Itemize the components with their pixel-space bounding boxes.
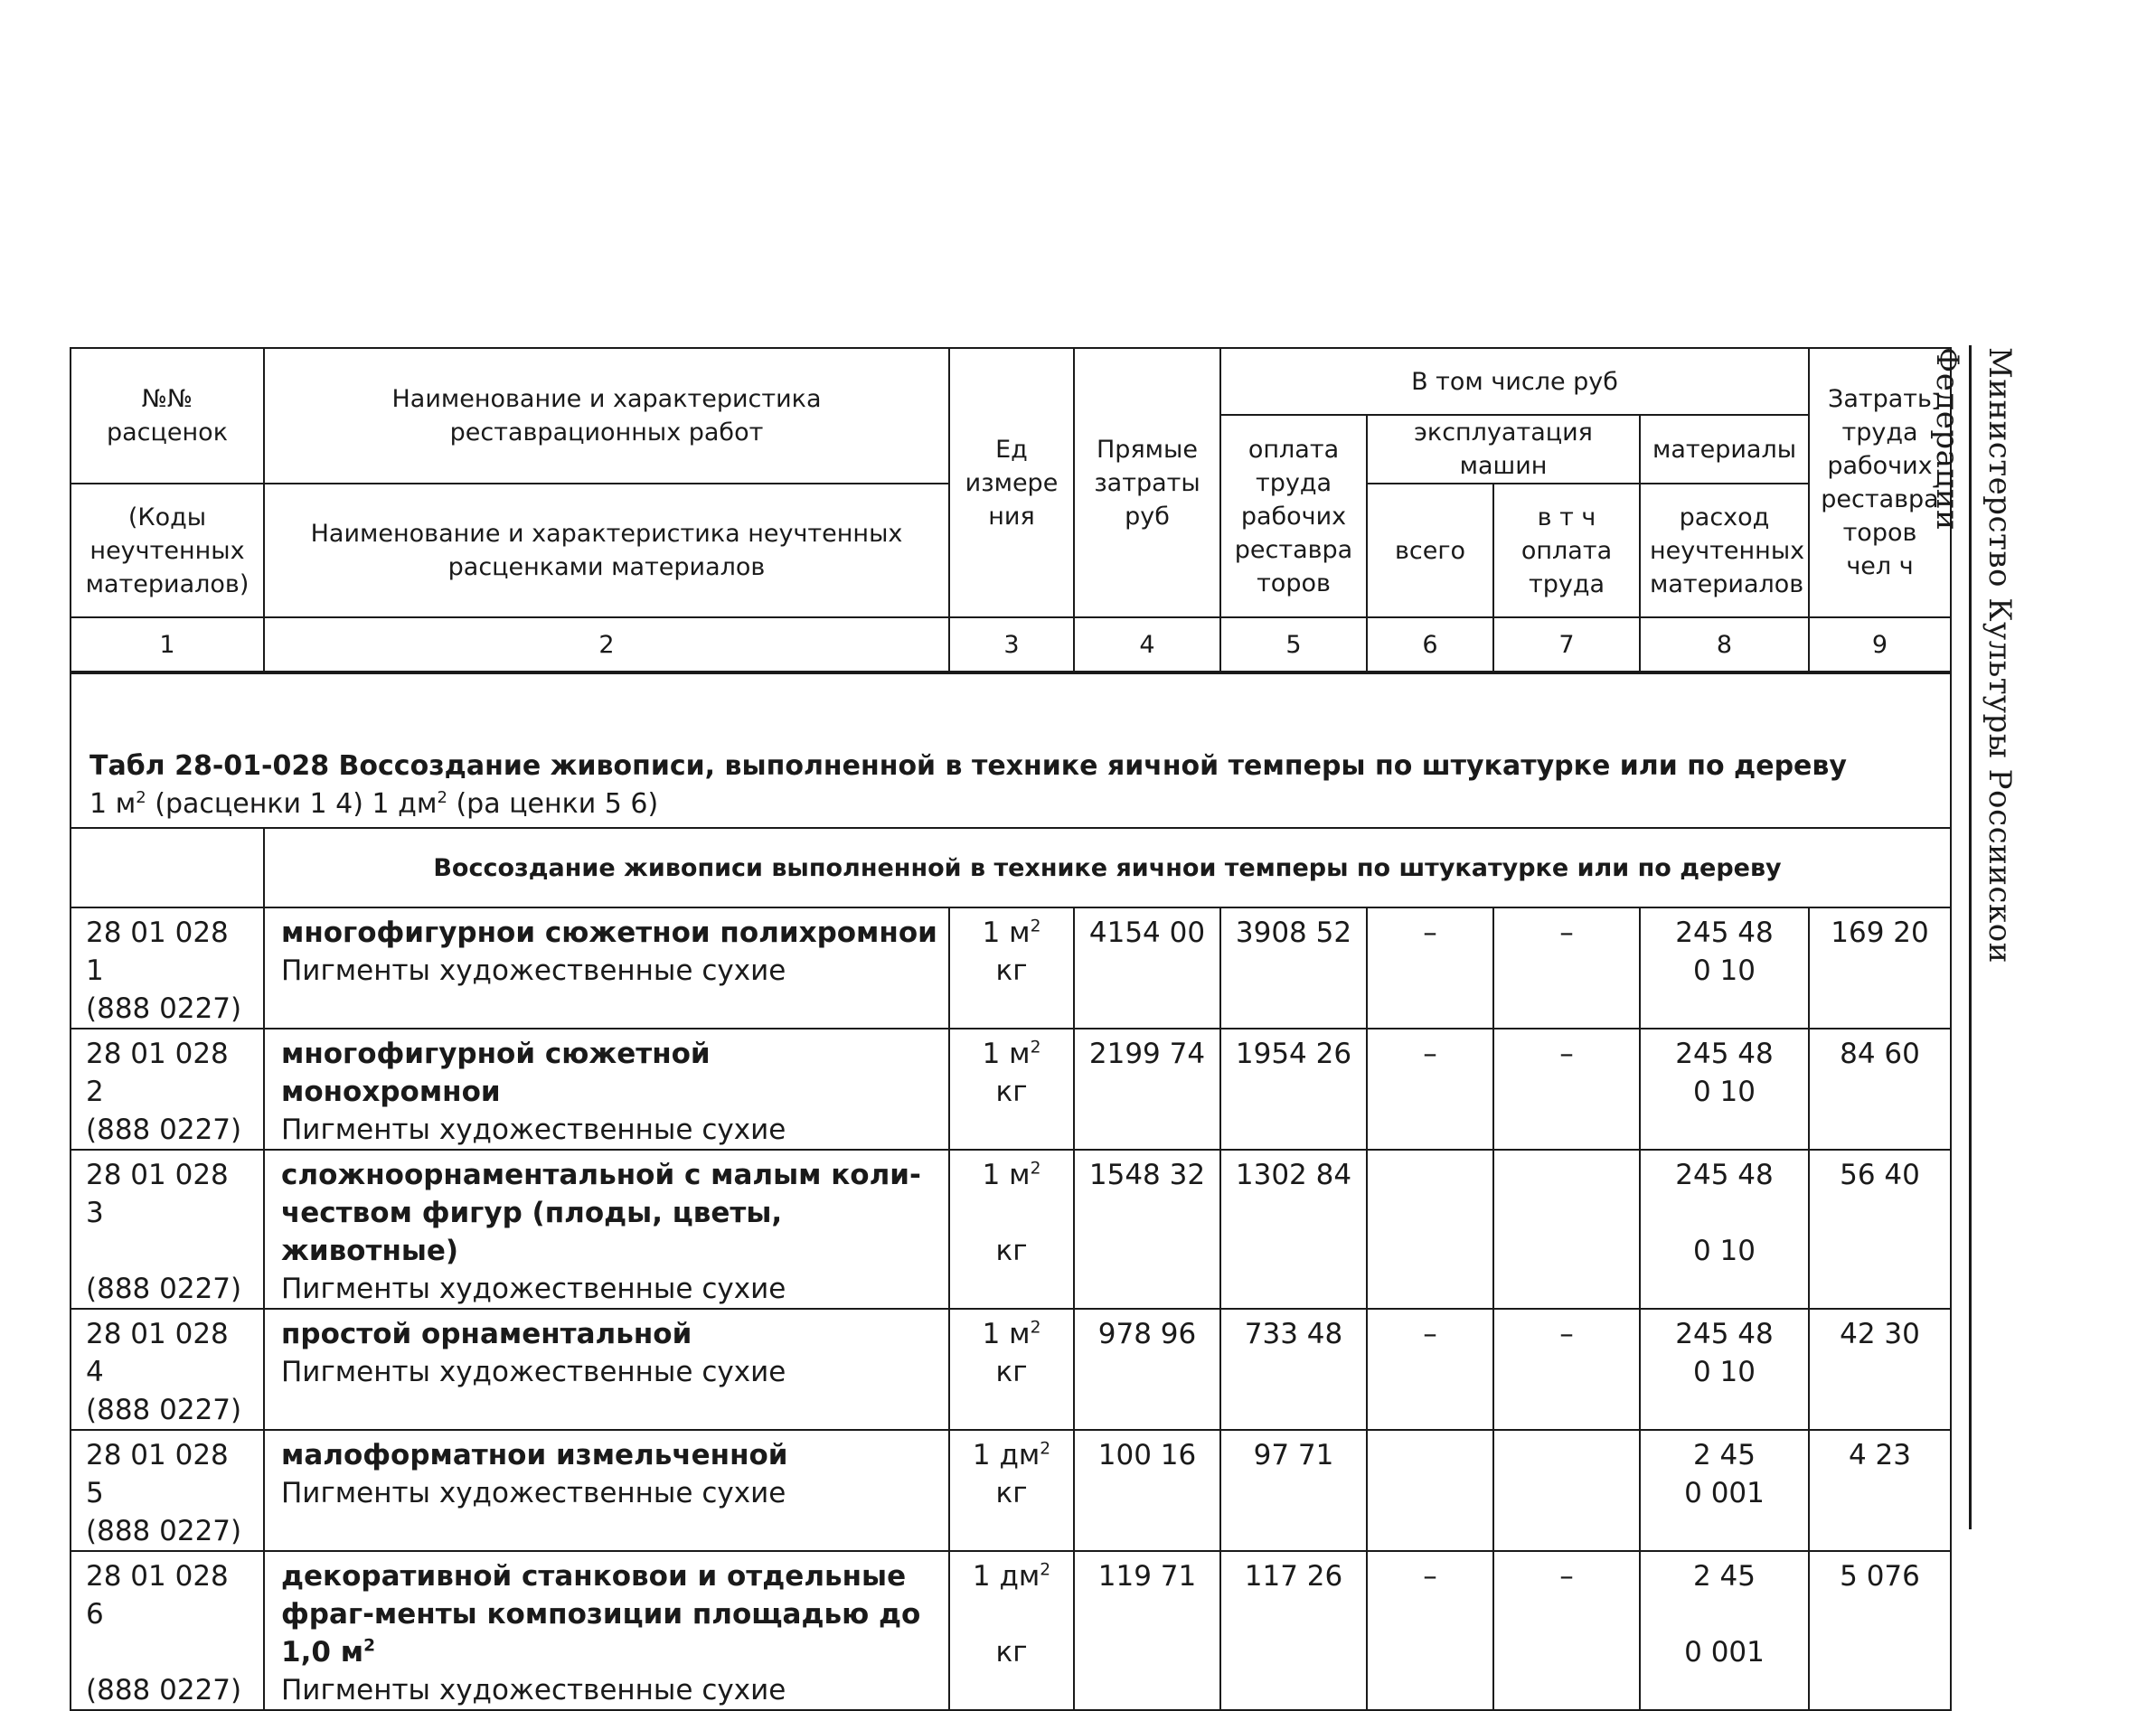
machines-total-cell [1367, 1029, 1493, 1150]
col-number: 3 [949, 617, 1074, 672]
header-including: В том числе руб [1220, 348, 1809, 415]
unit: 1 м [982, 1159, 1031, 1191]
unit: 1 м [982, 1318, 1031, 1350]
unit: 1 дм [972, 1439, 1040, 1471]
header-machines: эксплуатация машин [1367, 415, 1640, 484]
labor-hours-cell [1809, 1551, 1951, 1710]
machines-labor: – [1559, 1560, 1574, 1593]
material-name: Пигменты художественные сухие [281, 1356, 786, 1388]
col-number: 8 [1640, 617, 1809, 672]
rate-code: 28 01 028 5 [86, 1439, 229, 1509]
header-unit: Ед измере ния [949, 348, 1074, 617]
direct-cost-cell [1074, 1551, 1220, 1710]
materials-cell [1640, 1150, 1809, 1309]
col-number: 4 [1074, 617, 1220, 672]
work-name: малоформатнои измельченной [281, 1439, 788, 1471]
labor-pay-cell [1220, 1029, 1367, 1150]
labor-pay-cell [1220, 1309, 1367, 1430]
materials-cost: 2 45 [1692, 1439, 1756, 1471]
direct-cost: 978 96 [1097, 1318, 1197, 1350]
material-code: (888 0227) [86, 1394, 242, 1426]
labor-hours-cell [1809, 907, 1951, 1029]
labor-hours-cell [1809, 1029, 1951, 1150]
material-name: Пигменты художественные сухие [281, 954, 786, 987]
work-name-cell [264, 1029, 949, 1150]
col-number: 9 [1809, 617, 1951, 672]
col-number: 7 [1493, 617, 1640, 672]
labor-hours-cell [1809, 1430, 1951, 1551]
work-name-cell [264, 907, 949, 1029]
material-quantity: 0 10 [1692, 954, 1756, 987]
work-name: сложноорнаментальной с малым коли-чеством фигур (плоды, цветы, животные) [281, 1159, 921, 1267]
header-material-names: Наименование и характеристика неучтенных расценками материалов [264, 484, 949, 617]
machines-total: – [1423, 1560, 1437, 1593]
material-unit: кг [995, 1076, 1028, 1108]
material-code: (888 0227) [86, 1273, 242, 1305]
machines-labor: – [1559, 917, 1574, 949]
materials-cost: 2 45 [1692, 1560, 1756, 1593]
material-code: (888 0227) [86, 1114, 242, 1146]
material-unit: кг [995, 1477, 1028, 1509]
work-name: простой орнаментальной [281, 1318, 692, 1350]
direct-cost-cell [1074, 907, 1220, 1029]
labor-hours: 42 30 [1840, 1318, 1920, 1350]
materials-cost: 245 48 [1675, 917, 1774, 949]
rates-table [70, 347, 1952, 1711]
labor-pay: 1302 84 [1235, 1159, 1352, 1191]
table-heading [71, 672, 1951, 828]
material-name: Пигменты художественные сухие [281, 1674, 786, 1706]
labor-hours: 169 20 [1831, 917, 1929, 949]
machines-total-cell [1367, 907, 1493, 1029]
material-unit: кг [995, 954, 1028, 987]
col-number: 5 [1220, 617, 1367, 672]
machines-total-cell [1367, 1150, 1493, 1309]
header-materials: материалы [1640, 415, 1809, 484]
col-number: 1 [71, 617, 264, 672]
materials-cost: 245 48 [1675, 1038, 1774, 1070]
work-name: декоративной станковои и отдельные фраг-менты композиции площадью до 1,0 м [281, 1560, 921, 1669]
work-name-cell [264, 1430, 949, 1551]
header-labor-hours: Затрать труда рабочих реставра торов чел ч [1809, 348, 1951, 617]
header-labor-pay: оплата труда рабочих реставра торов [1220, 415, 1367, 617]
unit-cell: 1 $дм^2$ кг [949, 1551, 1074, 1710]
direct-cost: 119 71 [1097, 1560, 1197, 1593]
labor-pay: 1954 26 [1235, 1038, 1352, 1070]
labor-hours-cell [1809, 1150, 1951, 1309]
machines-labor: – [1559, 1038, 1574, 1070]
side-caption: Министерство Культуры Россиискои Федерации [1929, 347, 2018, 964]
labor-hours: 56 40 [1840, 1159, 1920, 1191]
rate-code: 28 01 028 6 [86, 1560, 229, 1631]
table-row [71, 1150, 1951, 1309]
unit: 1 м [982, 1038, 1031, 1070]
rate-code-cell [71, 1551, 264, 1710]
machines-labor-cell [1493, 1150, 1640, 1309]
header-machines-labor: в т ч оплата труда [1493, 484, 1640, 617]
header-machines-total: всего [1367, 484, 1493, 617]
rate-code-cell [71, 1430, 264, 1551]
table-subtitle: 1 $м^2$ (расценки 1 4) 1 $дм^2$ (ра ценки 5 6) [89, 788, 659, 820]
rate-code: 28 01 028 2 [86, 1038, 229, 1108]
machines-labor-cell [1493, 907, 1640, 1029]
material-name: Пигменты художественные сухие [281, 1114, 786, 1146]
unit-cell: 1 $м^2$ кг [949, 1309, 1074, 1430]
rate-code-cell [71, 1029, 264, 1150]
work-name: многофигурнои сюжетнои полихромнои [281, 917, 937, 949]
materials-cell [1640, 1430, 1809, 1551]
header-work-name: Наименование и характеристика реставрационных работ [264, 348, 949, 484]
rate-code-cell [71, 1309, 264, 1430]
direct-cost: 4154 00 [1088, 917, 1206, 949]
machines-labor-cell [1493, 1029, 1640, 1150]
material-name: Пигменты художественные сухие [281, 1273, 786, 1305]
material-quantity: 0 10 [1692, 1356, 1756, 1388]
material-name: Пигменты художественные сухие [281, 1477, 786, 1509]
labor-pay: 97 71 [1253, 1439, 1334, 1471]
rate-code-cell [71, 907, 264, 1029]
materials-cell [1640, 907, 1809, 1029]
unit: 1 м [982, 917, 1031, 949]
material-code: (888 0227) [86, 1674, 242, 1706]
machines-total: – [1423, 1318, 1437, 1350]
labor-hours-cell [1809, 1309, 1951, 1430]
machines-labor-cell [1493, 1309, 1640, 1430]
direct-cost: 1548 32 [1088, 1159, 1206, 1191]
machines-total: – [1423, 1038, 1437, 1070]
work-name-cell: декоративной станковои и отдельные фраг-менты композиции площадью до 1,0 $м^2$ Пигменты художественные сухие [264, 1551, 949, 1710]
machines-labor-cell [1493, 1430, 1640, 1551]
material-code: (888 0227) [86, 1515, 242, 1547]
material-unit: кг [995, 1356, 1028, 1388]
materials-cost: 245 48 [1675, 1318, 1774, 1350]
material-quantity: 0 10 [1692, 1235, 1756, 1267]
material-code: (888 0227) [86, 992, 242, 1025]
rate-code-cell [71, 1150, 264, 1309]
header-rate-number: №№ расценок [71, 348, 264, 484]
materials-cell [1640, 1309, 1809, 1430]
table-row [71, 1430, 1951, 1551]
table-row [71, 907, 1951, 1029]
labor-pay-cell [1220, 1551, 1367, 1710]
col-number: 2 [264, 617, 949, 672]
machines-total-cell [1367, 1309, 1493, 1430]
labor-pay-cell [1220, 1430, 1367, 1551]
materials-cost: 245 48 [1675, 1159, 1774, 1191]
work-name-cell [264, 1150, 949, 1309]
work-name: многофигурной сюжетной монохромнои [281, 1038, 711, 1108]
direct-cost-cell [1074, 1430, 1220, 1551]
header-material-codes: (Коды неучтенных материалов) [71, 484, 264, 617]
labor-pay-cell [1220, 907, 1367, 1029]
unit-cell: 1 $м^2$ кг [949, 907, 1074, 1029]
table-title: Табл 28-01-028 Воссоздание живописи, выполненной в технике яичной темперы по штукатурке или по дереву [89, 750, 1847, 782]
material-unit: кг [995, 1636, 1028, 1669]
header-material-usage: расход неучтенных материалов [1640, 484, 1809, 617]
machines-labor: – [1559, 1318, 1574, 1350]
group-title: Воссоздание живописи выполненной в технике яичнои темперы по штукатурке или по дереву [264, 828, 1951, 907]
labor-hours: 84 60 [1840, 1038, 1920, 1070]
machines-total-cell [1367, 1430, 1493, 1551]
machines-total: – [1423, 917, 1437, 949]
unit-cell: 1 $м^2$ кг [949, 1029, 1074, 1150]
material-quantity: 0 10 [1692, 1076, 1756, 1108]
labor-hours: 4 23 [1848, 1439, 1912, 1471]
materials-cell [1640, 1551, 1809, 1710]
materials-cell [1640, 1029, 1809, 1150]
machines-total-cell [1367, 1551, 1493, 1710]
direct-cost: 2199 74 [1088, 1038, 1206, 1070]
direct-cost-cell [1074, 1150, 1220, 1309]
work-name-cell [264, 1309, 949, 1430]
direct-cost-cell [1074, 1309, 1220, 1430]
col-number: 6 [1367, 617, 1493, 672]
direct-cost-cell [1074, 1029, 1220, 1150]
rate-code: 28 01 028 1 [86, 917, 229, 987]
labor-hours: 5 076 [1840, 1560, 1920, 1593]
header-direct-costs: Прямые затраты руб [1074, 348, 1220, 617]
material-unit: кг [995, 1235, 1028, 1267]
machines-labor-cell [1493, 1551, 1640, 1710]
rate-code: 28 01 028 4 [86, 1318, 229, 1388]
labor-pay: 117 26 [1244, 1560, 1343, 1593]
rate-code: 28 01 028 3 [86, 1159, 229, 1229]
labor-pay: 733 48 [1244, 1318, 1343, 1350]
direct-cost: 100 16 [1097, 1439, 1197, 1471]
labor-pay: 3908 52 [1235, 917, 1352, 949]
table-row [71, 1309, 1951, 1430]
unit: 1 дм [972, 1560, 1040, 1593]
unit-cell: 1 $дм^2$ кг [949, 1430, 1074, 1551]
empty-cell [71, 828, 264, 907]
table-row [71, 1029, 1951, 1150]
table-row [71, 1551, 1951, 1710]
labor-pay-cell [1220, 1150, 1367, 1309]
material-quantity: 0 001 [1684, 1477, 1765, 1509]
material-quantity: 0 001 [1684, 1636, 1765, 1669]
unit-cell: 1 $м^2$ кг [949, 1150, 1074, 1309]
